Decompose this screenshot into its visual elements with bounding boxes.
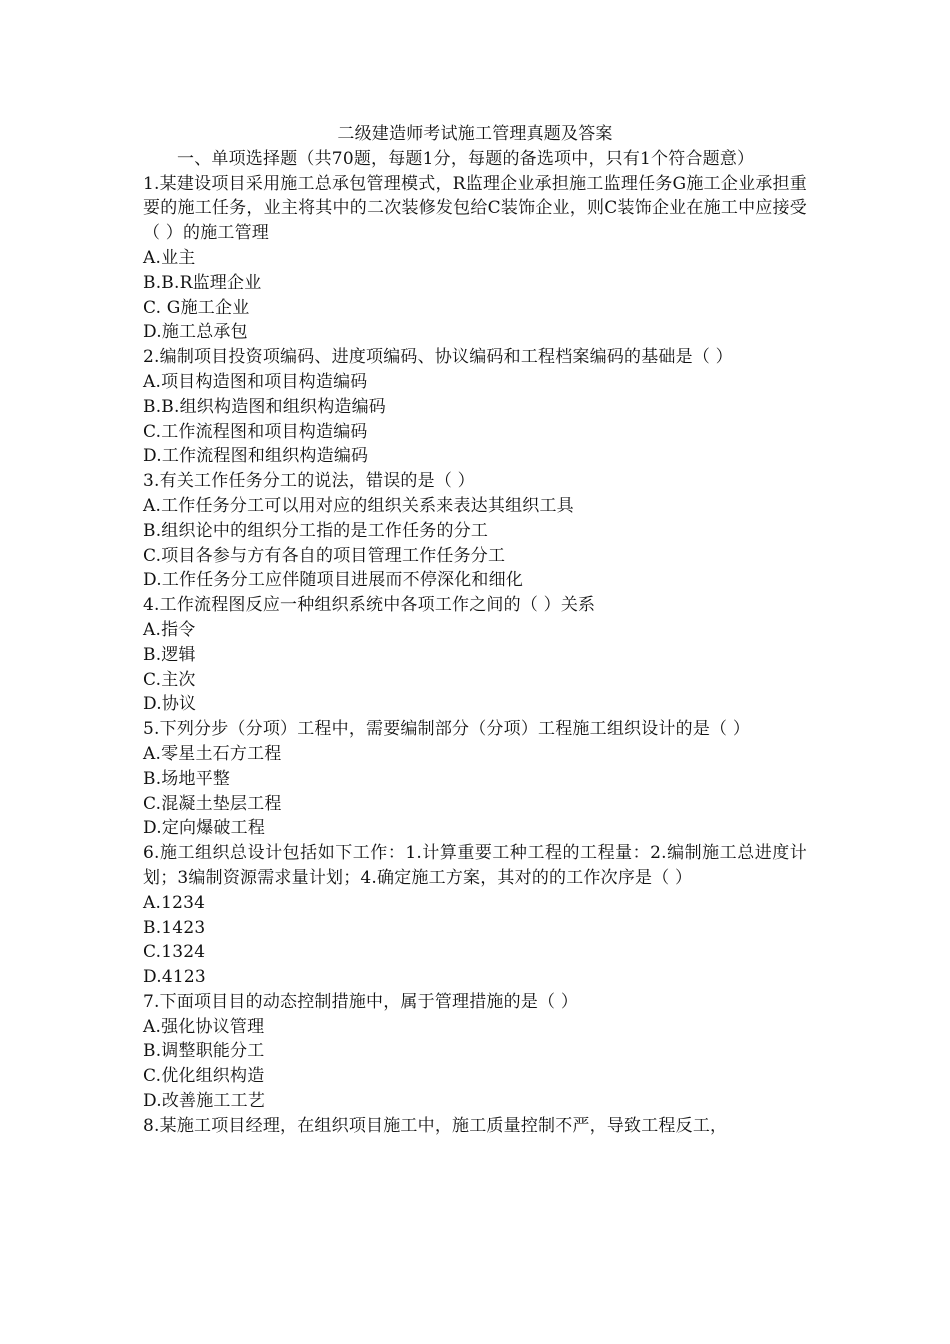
option-c: C.1324 [143,942,206,963]
question-7 [143,990,807,1114]
document-title: 二级建造师考试施工管理真题及答案 [337,124,613,144]
option-d: D.4123 [143,967,206,988]
question-text: 8.某施工项目经理，在组织项目施工中，施工质量控制不严，导致工程反工， [143,1115,728,1136]
option-d: D.工作任务分工应伴随项目进展而不停深化和细化 [143,570,524,591]
option-c: C. G施工企业 [143,297,250,318]
question-text: 3.有关工作任务分工的说法，错误的是（ ） [143,471,475,492]
question-text: 2.编制项目投资项编码、进度项编码、协议编码和工程档案编码的基础是（ ） [143,347,733,368]
document-body [143,122,807,1139]
question-5 [143,717,807,841]
option-a: A.强化协议管理 [143,1016,265,1037]
section-heading: 一、单项选择题（共70题，每题1分，每题的备选项中，只有1个符合题意） [177,148,755,169]
option-d: D.工作流程图和组织构造编码 [143,446,369,467]
option-d: D.定向爆破工程 [143,818,266,839]
option-c: C.优化组织构造 [143,1066,265,1087]
option-a: A.业主 [143,247,196,268]
option-a: A.零星土石方工程 [143,743,282,764]
question-text: 5.下列分步（分项）工程中，需要编制部分（分项）工程施工组织设计的是（ ） [143,719,751,740]
question-text: 1.某建设项目采用施工总承包管理模式，R监理企业承担施工监理任务G施工企业承担重要的施工任务，业主将其中的二次装修发包给C装饰企业，则C装饰企业在施工中应接受（ ）的施工管理 [143,173,807,244]
question-6 [143,841,807,990]
option-a: A.指令 [143,619,196,640]
option-d: D.改善施工工艺 [143,1091,266,1112]
option-a: A.项目构造图和项目构造编码 [143,371,368,392]
option-c: C.项目各参与方有各自的项目管理工作任务分工 [143,545,506,566]
question-text: 4.工作流程图反应一种组织系统中各项工作之间的（ ）关系 [143,595,596,616]
question-8 [143,1114,807,1139]
option-d: D.协议 [143,694,197,715]
option-c: C.主次 [143,669,196,690]
option-b: B.B.组织构造图和组织构造编码 [143,396,386,417]
option-b: B.调整职能分工 [143,1041,265,1062]
option-b: B.1423 [143,917,206,938]
option-c: C.混凝土垫层工程 [143,793,282,814]
option-d: D.施工总承包 [143,322,248,343]
question-2 [143,345,807,469]
option-a: A.工作任务分工可以用对应的组织关系来表达其组织工具 [143,495,574,516]
question-3 [143,469,807,593]
option-b: B.组织论中的组织分工指的是工作任务的分工 [143,520,489,541]
option-b: B.逻辑 [143,644,196,665]
question-1 [143,172,807,346]
question-text: 7.下面项目目的动态控制措施中，属于管理措施的是（ ） [143,991,579,1012]
option-b: B.场地平整 [143,768,231,789]
question-text: 6.施工组织总设计包括如下工作：1.计算重要工种工程的工程量：2.编制施工总进度计划；3编制资源需求量计划；4.确定施工方案，其对的的工作次序是（ ） [143,843,807,888]
option-b: B.B.R监理企业 [143,272,262,293]
question-4 [143,593,807,717]
option-c: C.工作流程图和项目构造编码 [143,421,368,442]
option-a: A.1234 [143,892,206,913]
